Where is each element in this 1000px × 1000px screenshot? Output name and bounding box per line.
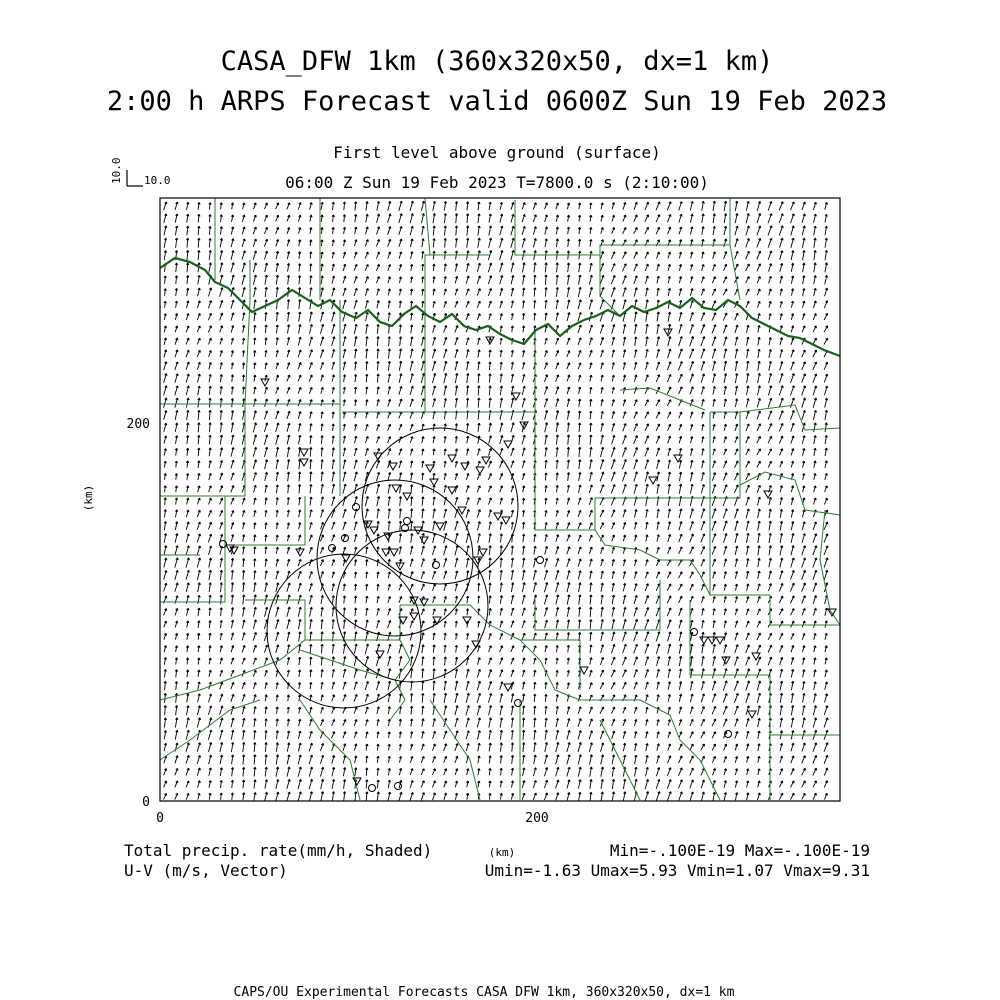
station-circle-icon — [369, 785, 376, 792]
y-tick-0: 0 — [142, 795, 150, 810]
station-triangle-icon — [764, 491, 772, 498]
county-border-21 — [520, 640, 580, 690]
station-triangle-icon — [700, 637, 708, 644]
wind-vectors — [164, 201, 828, 801]
station-triangle-icon — [716, 637, 724, 644]
vector-field-label: U-V (m/s, Vector) — [124, 861, 288, 880]
station-triangle-icon — [502, 517, 510, 524]
vector-key-horizontal-label: 10.0 — [144, 174, 171, 187]
station-triangle-icon — [390, 549, 398, 556]
county-border-28 — [300, 700, 360, 800]
station-triangle-icon — [300, 459, 308, 466]
wind-vector-field — [164, 201, 828, 801]
station-triangle-icon — [649, 477, 657, 484]
county-border-31 — [600, 720, 640, 800]
station-triangle-icon — [448, 487, 456, 494]
county-border-1 — [245, 404, 340, 496]
level-label: First level above ground (surface) — [333, 143, 661, 162]
station-triangle-icon — [420, 537, 428, 544]
station-circle-icon — [433, 562, 440, 569]
county-border-2 — [160, 496, 225, 602]
station-triangle-icon — [504, 441, 512, 448]
county-border-37 — [820, 510, 840, 625]
station-triangle-icon — [476, 467, 484, 474]
station-triangle-icon — [426, 465, 434, 472]
valid-time-label: 06:00 Z Sun 19 Feb 2023 T=7800.0 s (2:10:00) — [285, 173, 709, 192]
station-triangle-icon — [479, 549, 487, 556]
station-circle-icon — [537, 557, 544, 564]
station-circle-icon — [691, 629, 698, 636]
y-tick-200: 200 — [126, 417, 150, 432]
title-line-2: 2:00 h ARPS Forecast valid 0600Z Sun 19 Feb 2023 — [106, 86, 888, 117]
credit-line: CAPS/OU Experimental Forecasts CASA DFW 1km, 360x320x50, dx=1 km — [233, 985, 735, 1000]
station-triangle-icon — [482, 457, 490, 464]
minmax-readout: Min=-.100E-19 Max=-.100E-19 — [609, 841, 870, 860]
county-border-12 — [710, 405, 840, 430]
radar-range-ring-2 — [317, 480, 473, 636]
station-triangle-icon — [436, 523, 444, 530]
county-border-8 — [515, 198, 730, 255]
station-triangle-icon — [410, 613, 418, 620]
map-panel — [160, 198, 840, 801]
radar-range-ring-1 — [362, 428, 518, 584]
station-triangle-icon — [580, 667, 588, 674]
station-triangle-icon — [370, 527, 378, 534]
station-triangle-icon — [389, 463, 397, 470]
station-triangle-icon — [403, 493, 411, 500]
x-tick-200: 200 — [525, 811, 549, 826]
station-circle-icon — [404, 518, 411, 525]
station-triangle-icon — [752, 653, 760, 660]
shaded-field-label: Total precip. rate(mm/h, Shaded) — [124, 841, 433, 860]
station-circle-icon — [395, 783, 402, 790]
x-tick-0: 0 — [156, 811, 164, 826]
title-line-1: CASA_DFW 1km (360x320x50, dx=1 km) — [220, 46, 774, 77]
station-triangle-icon — [300, 449, 308, 456]
station-triangle-icon — [448, 455, 456, 462]
station-triangle-icon — [504, 684, 512, 691]
county-border-15 — [620, 388, 705, 410]
station-triangle-icon — [708, 637, 716, 644]
y-axis-unit: (km) — [82, 484, 95, 512]
station-triangle-icon — [392, 485, 400, 492]
station-triangle-icon — [463, 617, 471, 624]
x-axis-unit: (km) — [488, 846, 516, 859]
vector-key — [110, 158, 171, 188]
county-border-33 — [245, 260, 250, 404]
station-triangle-icon — [748, 711, 756, 718]
county-border-18 — [535, 580, 660, 630]
county-border-36 — [425, 198, 430, 255]
vector-key-vertical-label: 10.0 — [110, 157, 123, 184]
uv-range-readout: Umin=-1.63 Umax=5.93 Vmin=1.07 Vmax=9.31 — [484, 861, 870, 880]
